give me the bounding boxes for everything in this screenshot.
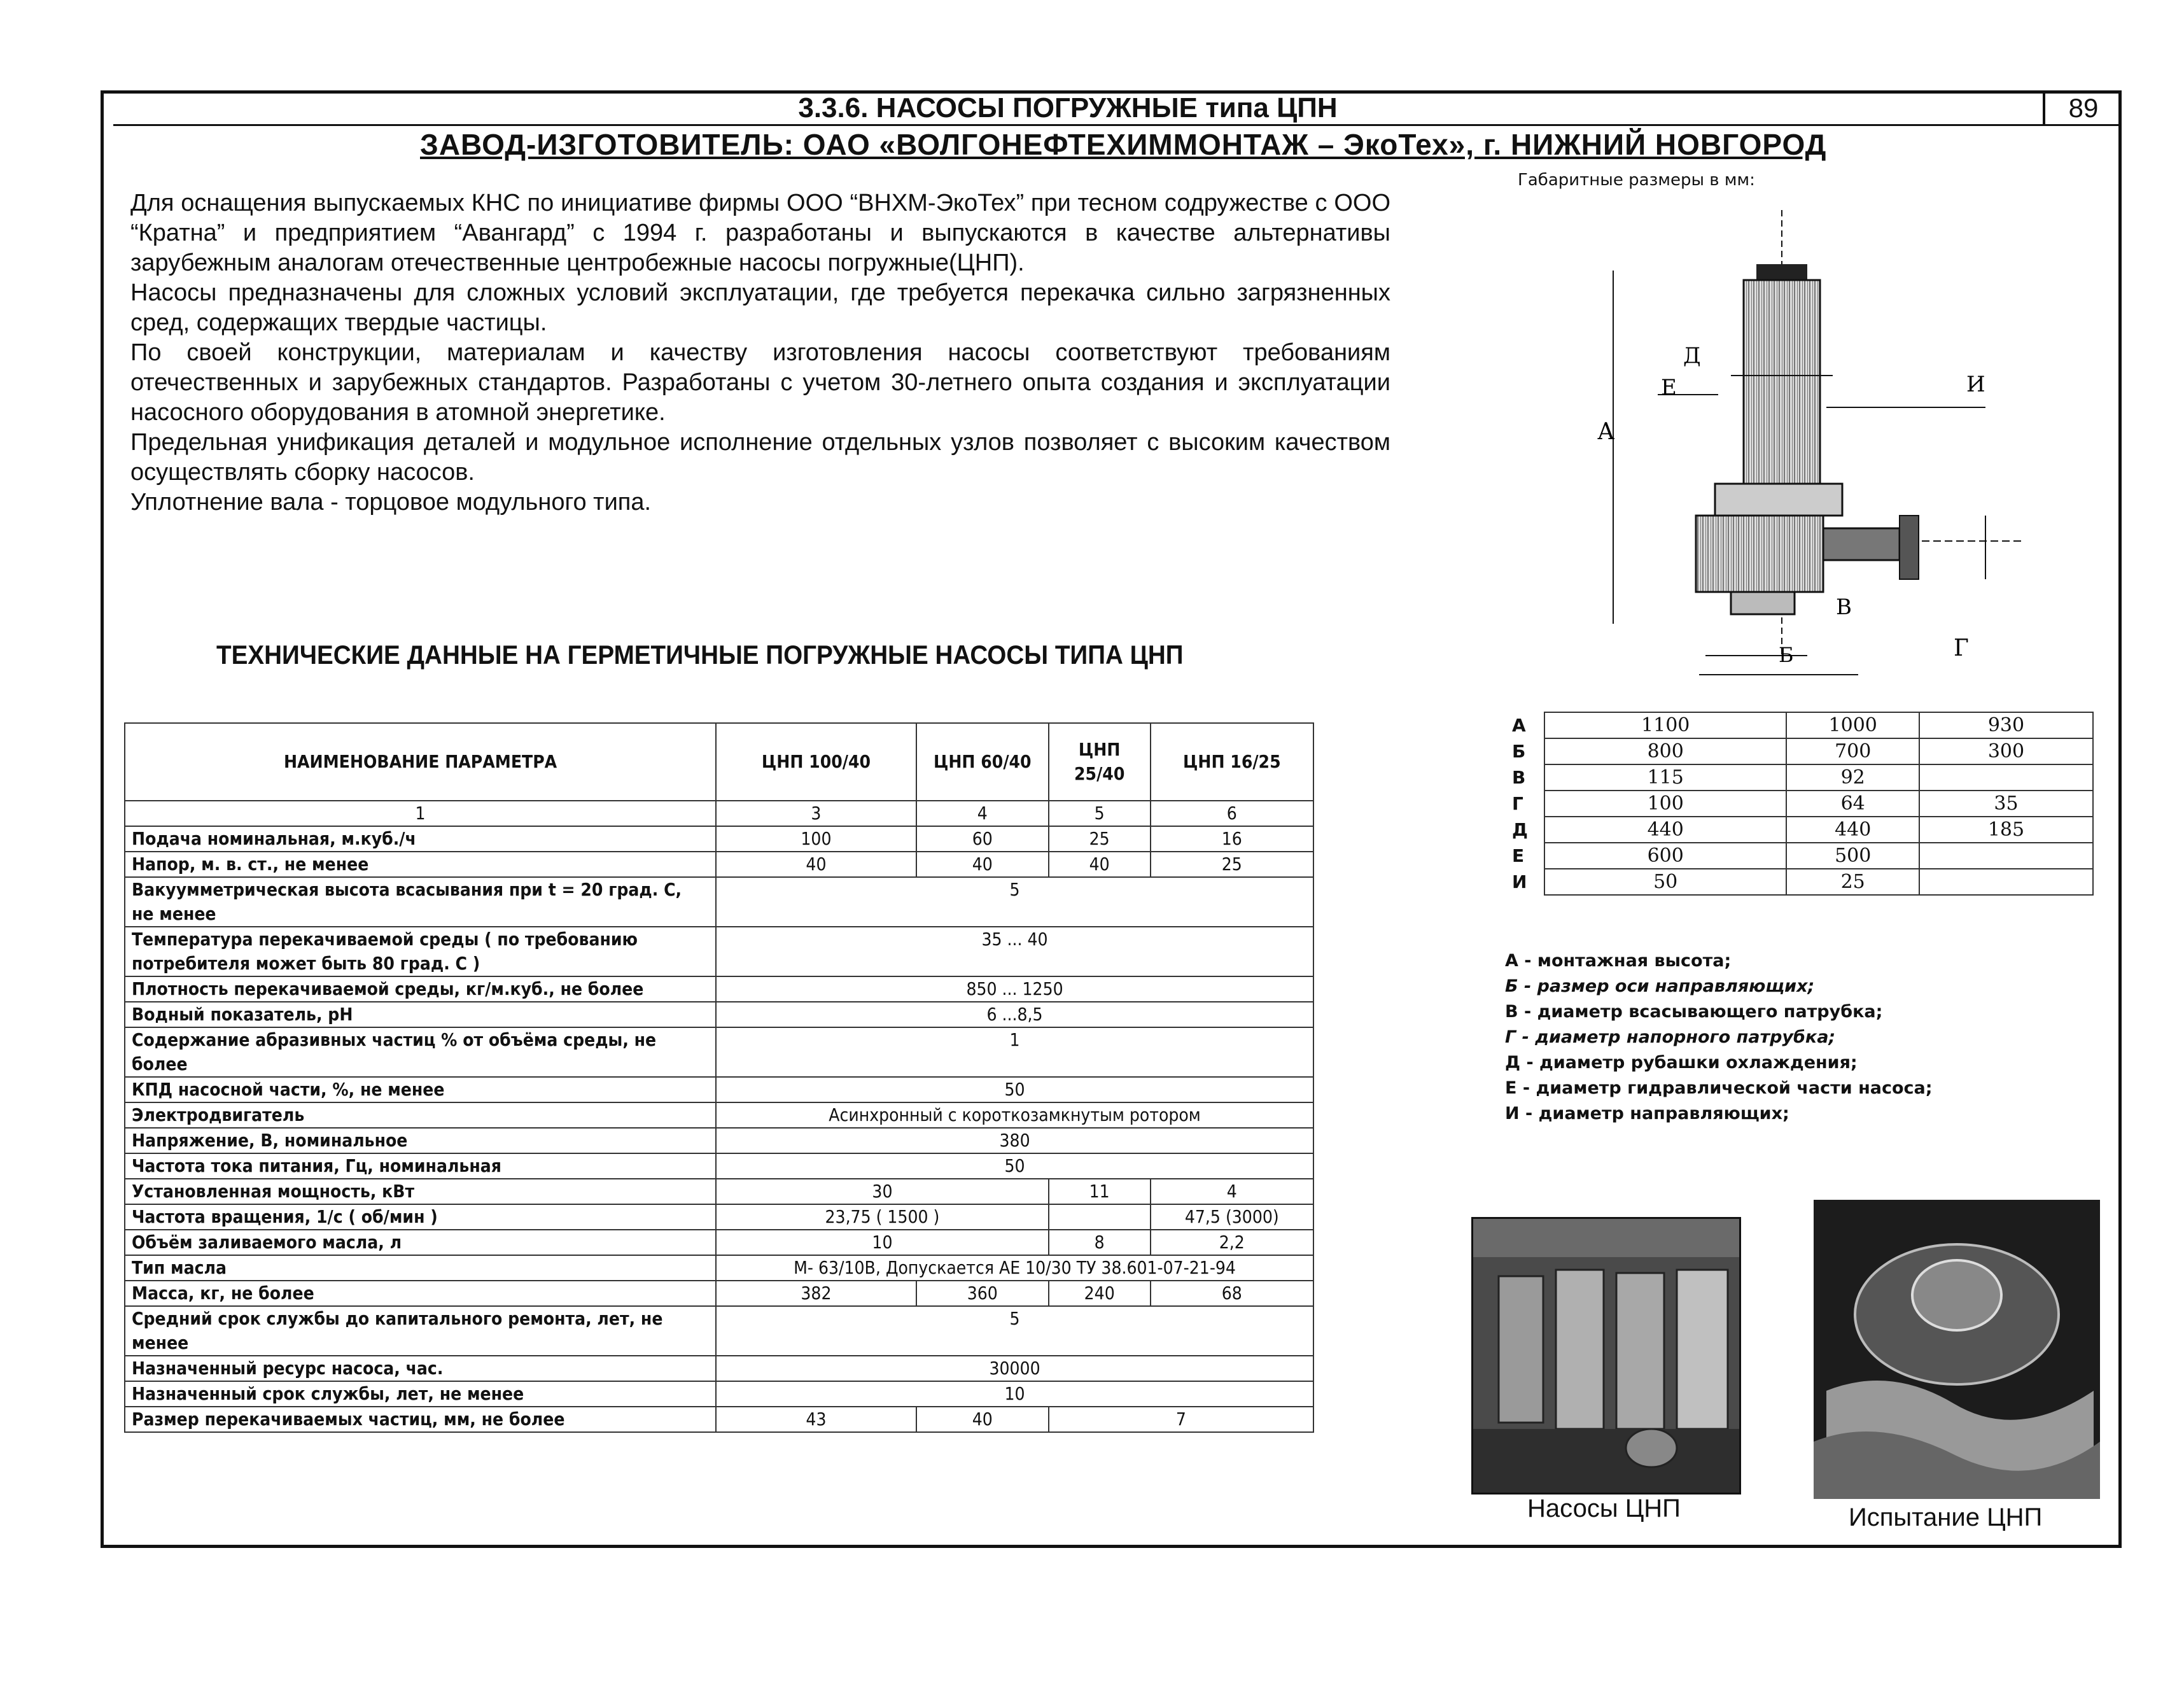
table-row	[125, 976, 1313, 1002]
param-name: Водный показатель, pH	[125, 1002, 716, 1027]
param-value: 40	[1049, 852, 1151, 877]
param-value: 43	[716, 1407, 916, 1432]
pump-suction	[1731, 592, 1795, 614]
dimension-value	[1919, 843, 2093, 869]
param-value: 380	[716, 1128, 1313, 1153]
param-name: Плотность перекачиваемой среды, кг/м.куб., не более	[125, 976, 716, 1002]
param-name: Напряжение, В, номинальное	[125, 1128, 716, 1153]
label-b: Б	[1779, 643, 1794, 667]
param-value: 35 ... 40	[716, 927, 1313, 976]
param-name: Размер перекачиваемых частиц, мм, не более	[125, 1407, 716, 1432]
param-value: 60	[916, 826, 1049, 852]
intro-paragraph: По своей конструкции, материалам и качеству изготовления насосы соответствуют требованиям отечественных и зарубежных стандартов. Разработаны с учетом 30-летнего опыта создания и эксплуатации насосного оборудования в атомной энергетике.	[130, 339, 1390, 426]
section-title: ТЕХНИЧЕСКИЕ ДАННЫЕ НА ГЕРМЕТИЧНЫЕ ПОГРУЖНЫЕ НАСОСЫ ТИПА ЦНП	[216, 640, 1184, 670]
label-v: В	[1836, 594, 1852, 620]
table-row	[125, 1002, 1313, 1027]
table-row	[125, 1281, 1313, 1306]
pump-top-cap	[1756, 264, 1807, 280]
param-name: Объём заливаемого масла, л	[125, 1230, 716, 1255]
param-value: 10	[716, 1230, 1049, 1255]
dimension-value	[1919, 869, 2093, 895]
table-row	[125, 1407, 1313, 1432]
legend-item: И - диаметр направляющих;	[1505, 1104, 1789, 1123]
dimension-value: 35	[1919, 791, 2093, 817]
param-value: 50	[716, 1077, 1313, 1102]
param-value: 6 ...8,5	[716, 1002, 1313, 1027]
dimension-value: 440	[1786, 817, 1919, 843]
legend-item: Г - диаметр напорного патрубка;	[1505, 1027, 1836, 1047]
dimension-legend	[1505, 948, 1933, 1127]
param-value: 1	[716, 1027, 1313, 1077]
param-value: 30000	[716, 1356, 1313, 1381]
param-value: Асинхронный с короткозамкнутым ротором	[716, 1102, 1313, 1128]
page-title: 3.3.6. НАСОСЫ ПОГРУЖНЫЕ типа ЦПН	[798, 92, 1338, 123]
header-model: ЦНП 16/25	[1151, 723, 1313, 801]
tech-table	[124, 722, 1314, 1433]
header-model: ЦНП 25/40	[1049, 723, 1151, 801]
dimension-value: 64	[1786, 791, 1919, 817]
discharge-flange	[1900, 516, 1919, 579]
param-value: 40	[916, 1407, 1049, 1432]
param-value: М- 63/10В, Допускается АЕ 10/30 ТУ 38.601-07-21-94	[716, 1255, 1313, 1281]
col-number: 3	[716, 801, 916, 826]
param-value: 8	[1049, 1230, 1151, 1255]
legend-item: Б - размер оси направляющих;	[1505, 976, 1815, 996]
param-name: Средний срок службы до капитального ремонта, лет, не менее	[125, 1306, 716, 1356]
col-number: 5	[1049, 801, 1151, 826]
dimension-row	[1508, 869, 2093, 895]
param-value: 40	[716, 852, 916, 877]
param-name: Масса, кг, не более	[125, 1281, 716, 1306]
discharge-pipe	[1823, 528, 1900, 560]
legend-item: А - монтажная высота;	[1505, 951, 1732, 971]
dimension-value: 50	[1544, 869, 1786, 895]
table-row	[125, 852, 1313, 877]
param-value: 11	[1049, 1179, 1151, 1204]
dimension-value: 1000	[1786, 712, 1919, 738]
param-name: Содержание абразивных частиц % от объёма среды, не более	[125, 1027, 716, 1077]
label-i: И	[1966, 372, 1985, 397]
pump-hydraulic-part	[1696, 516, 1823, 592]
dimension-key: И	[1512, 871, 1527, 892]
table-row	[125, 1381, 1313, 1407]
dimension-value: 600	[1544, 843, 1786, 869]
label-g: Г	[1954, 635, 1969, 661]
param-value: 360	[916, 1281, 1049, 1306]
intro-text	[130, 188, 1390, 517]
table-row	[125, 1128, 1313, 1153]
legend-item: В - диаметр всасывающего патрубка;	[1505, 1002, 1883, 1022]
table-row	[125, 1027, 1313, 1077]
table-row	[125, 1255, 1313, 1281]
param-name: Назначенный ресурс насоса, час.	[125, 1356, 716, 1381]
table-row	[125, 877, 1313, 927]
col-number: 4	[916, 801, 1049, 826]
param-name: Частота тока питания, Гц, номинальная	[125, 1153, 716, 1179]
table-row	[125, 1356, 1313, 1381]
table-header-row	[125, 723, 1313, 801]
param-value: 50	[716, 1153, 1313, 1179]
table-row	[125, 801, 1313, 826]
dimension-row	[1508, 791, 2093, 817]
param-name: Вакуумметрическая высота всасывания при t = 20 град. С, не менее	[125, 877, 716, 927]
dimension-row	[1508, 764, 2093, 791]
testing-photo	[1814, 1200, 2100, 1499]
dimension-key: Б	[1512, 741, 1526, 762]
pump-jacket	[1744, 280, 1820, 509]
param-value: 25	[1049, 826, 1151, 852]
table-row	[125, 927, 1313, 976]
param-name: Установленная мощность, кВт	[125, 1179, 716, 1204]
legend-item: Д - диаметр рубашки охлаждения;	[1505, 1053, 1858, 1073]
dimension-row	[1508, 843, 2093, 869]
photo-caption: Насосы ЦНП	[1527, 1495, 1681, 1523]
param-value: 7	[1049, 1407, 1313, 1432]
param-value: 40	[916, 852, 1049, 877]
pump-flange	[1715, 484, 1842, 516]
dimension-key: Д	[1512, 819, 1528, 840]
dimension-key: А	[1512, 715, 1526, 736]
param-name: Частота вращения, 1/с ( об/мин )	[125, 1204, 716, 1230]
intro-paragraph: Уплотнение вала - торцовое модульного типа.	[130, 489, 652, 516]
label-e: Е	[1661, 375, 1677, 400]
header-model: ЦНП 60/40	[916, 723, 1049, 801]
table-row	[125, 1179, 1313, 1204]
dimension-value: 300	[1919, 738, 2093, 764]
page-number: 89	[2043, 90, 2122, 126]
header-name: НАИМЕНОВАНИЕ ПАРАМЕТРА	[125, 723, 716, 801]
param-name: Тип масла	[125, 1255, 716, 1281]
intro-paragraph: Для оснащения выпускаемых КНС по инициативе фирмы ООО “ВНХМ-ЭкоТех” при тесном содружестве с ООО “Кратна” и предприятием “Авангард” с 1994 г. разработаны и выпускаются в качестве альтернативы зарубежным аналогам отечественные центробежные насосы погружные(ЦНП).	[130, 190, 1390, 276]
param-name: Электродвигатель	[125, 1102, 716, 1128]
dimension-row	[1508, 712, 2093, 738]
param-name: Подача номинальная, м.куб./ч	[125, 826, 716, 852]
table-row	[125, 1153, 1313, 1179]
table-row	[125, 1306, 1313, 1356]
dimension-value: 1100	[1544, 712, 1786, 738]
dimension-value: 185	[1919, 817, 2093, 843]
param-value	[1049, 1204, 1151, 1230]
photo-caption: Испытание ЦНП	[1849, 1503, 2043, 1531]
col-number: 6	[1151, 801, 1313, 826]
param-name: КПД насосной части, %, не менее	[125, 1077, 716, 1102]
param-name: Напор, м. в. ст., не менее	[125, 852, 716, 877]
header-model: ЦНП 100/40	[716, 723, 916, 801]
dimension-value: 440	[1544, 817, 1786, 843]
param-value: 68	[1151, 1281, 1313, 1306]
param-value: 25	[1151, 852, 1313, 877]
dimension-row	[1508, 817, 2093, 843]
dimension-value: 100	[1544, 791, 1786, 817]
dimension-value: 700	[1786, 738, 1919, 764]
param-value: 240	[1049, 1281, 1151, 1306]
param-value: 382	[716, 1281, 916, 1306]
pump-dimension-diagram	[1527, 210, 2049, 707]
title-bar	[113, 90, 2122, 126]
param-value: 850 ... 1250	[716, 976, 1313, 1002]
col-number: 1	[125, 801, 716, 826]
dimension-value: 92	[1786, 764, 1919, 791]
label-d: Д	[1683, 343, 1701, 369]
param-value: 16	[1151, 826, 1313, 852]
param-value: 47,5 (3000)	[1151, 1204, 1313, 1230]
param-value: 100	[716, 826, 916, 852]
dimension-key: Е	[1512, 845, 1525, 866]
pumps-photo	[1471, 1217, 1741, 1495]
dimension-key: В	[1512, 767, 1526, 788]
dimension-value: 500	[1786, 843, 1919, 869]
dimension-value: 930	[1919, 712, 2093, 738]
dimension-table	[1508, 712, 2094, 896]
dimension-key: Г	[1512, 793, 1523, 814]
dimension-value: 25	[1786, 869, 1919, 895]
param-value: 4	[1151, 1179, 1313, 1204]
diagram-caption: Габаритные размеры в мм:	[1518, 171, 1755, 190]
table-row	[125, 1102, 1313, 1128]
intro-paragraph: Предельная унификация деталей и модульное исполнение отдельных узлов позволяет с высоким качеством осуществлять сборку насосов.	[130, 429, 1390, 486]
table-row	[125, 1204, 1313, 1230]
tech-table-body	[125, 826, 1313, 1432]
param-value: 30	[716, 1179, 1049, 1204]
param-value: 23,75 ( 1500 )	[716, 1204, 1049, 1230]
dimension-row	[1508, 738, 2093, 764]
dimension-value	[1919, 764, 2093, 791]
param-value: 2,2	[1151, 1230, 1313, 1255]
dimension-value: 800	[1544, 738, 1786, 764]
table-row	[125, 826, 1313, 852]
dimension-value: 115	[1544, 764, 1786, 791]
manufacturer-title: ЗАВОД-ИЗГОТОВИТЕЛЬ: ОАО «ВОЛГОНЕФТЕХИММОНТАЖ – ЭкоТех», г. НИЖНИЙ НОВГОРОД	[420, 128, 1827, 161]
param-value: 10	[716, 1381, 1313, 1407]
legend-item: Е - диаметр гидравлической части насоса;	[1505, 1078, 1933, 1098]
param-name: Назначенный срок службы, лет, не менее	[125, 1381, 716, 1407]
param-name: Температура перекачиваемой среды ( по требованию потребителя может быть 80 град. С )	[125, 927, 716, 976]
param-value: 5	[716, 1306, 1313, 1356]
label-a: А	[1597, 419, 1615, 445]
intro-paragraph: Насосы предназначены для сложных условий эксплуатации, где требуется перекачка сильно загрязненных сред, содержащих твердые частицы.	[130, 279, 1390, 336]
table-row	[125, 1077, 1313, 1102]
param-value: 5	[716, 877, 1313, 927]
table-row	[125, 1230, 1313, 1255]
